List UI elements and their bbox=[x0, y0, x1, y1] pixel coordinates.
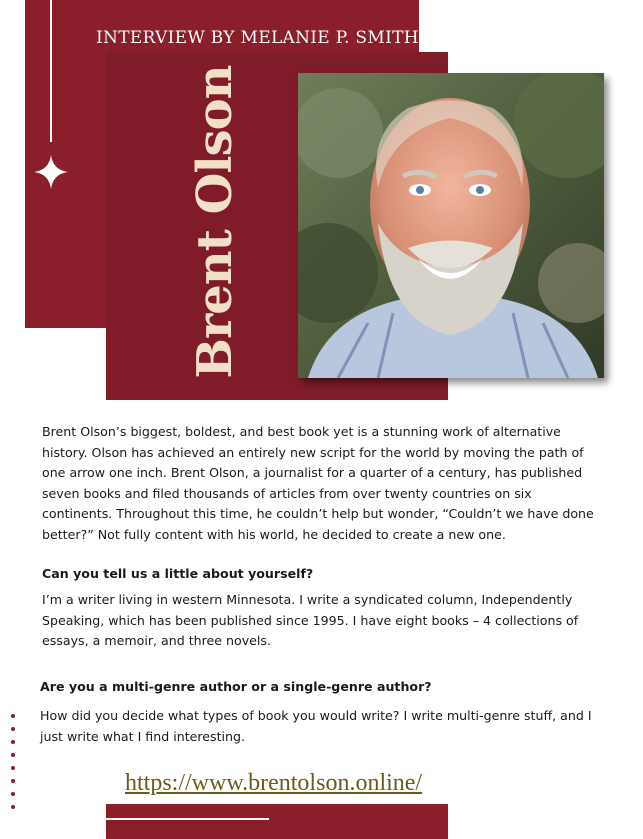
footer-block bbox=[106, 804, 448, 839]
question-about-yourself: Can you tell us a little about yourself? bbox=[42, 566, 314, 581]
dot bbox=[11, 766, 15, 770]
dot bbox=[11, 753, 15, 757]
decorative-line bbox=[50, 0, 52, 142]
intro-paragraph: Brent Olson’s biggest, boldest, and best book yet is a stunning work of alternative history. Olson has achieved an entirely new script for the world by moving the path of one arrow one inch. Brent Olson, a journalist for a quarter of a century, has published seven books and filed thousands of articles from over twenty countries on six continents. Throughout this time, he couldn’t help but wonder, “Couldn’t we have done better?” Not fully content with his world, he decided to create a new one. bbox=[42, 424, 594, 542]
footer-line bbox=[106, 818, 269, 820]
dot bbox=[11, 792, 15, 796]
dot bbox=[11, 740, 15, 744]
question-genre: Are you a multi-genre author or a single-genre author? bbox=[40, 679, 432, 694]
sparkle-icon bbox=[34, 155, 68, 189]
dot bbox=[11, 714, 15, 718]
decorative-dots bbox=[11, 714, 15, 818]
dot bbox=[11, 727, 15, 731]
dot bbox=[11, 805, 15, 809]
author-name: Brent Olson bbox=[187, 65, 243, 379]
author-name-wrap bbox=[183, 65, 247, 379]
website-link[interactable]: https://www.brentolson.online/ bbox=[125, 770, 423, 796]
author-photo bbox=[298, 73, 604, 378]
answer-about-yourself: I’m a writer living in western Minnesota. I write a syndicated column, Independently Speaking, which has been published since 1995. I have eight books – 4 collections of essays, a memoir, and three novels. bbox=[42, 592, 579, 648]
answer-genre: How did you decide what types of book you would write? I write multi-genre stuff, and I just write what I find interesting. bbox=[40, 708, 592, 744]
dot bbox=[11, 779, 15, 783]
interview-byline: INTERVIEW BY MELANIE P. SMITH bbox=[96, 28, 419, 48]
author-portrait-image bbox=[298, 73, 604, 378]
